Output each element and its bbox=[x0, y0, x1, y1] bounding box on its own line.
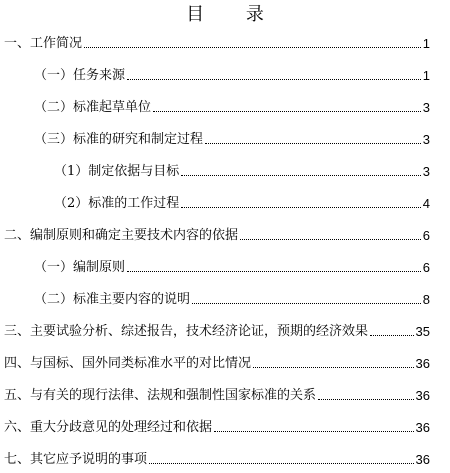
toc-page-number: 36 bbox=[415, 356, 430, 371]
toc-entry-text: （二）标准起草单位 bbox=[34, 100, 152, 115]
toc-entry-1[interactable] bbox=[4, 32, 430, 52]
toc-page-number: 6 bbox=[422, 228, 430, 243]
toc-entry-text: 二、编制原则和确定主要技术内容的依据 bbox=[4, 228, 239, 243]
toc-entry-4[interactable] bbox=[4, 352, 430, 372]
toc-page-number: 35 bbox=[415, 324, 430, 339]
toc-entry-5[interactable] bbox=[4, 384, 430, 404]
toc-entry-2-1[interactable] bbox=[34, 256, 430, 276]
toc-entry-2-2[interactable] bbox=[34, 288, 430, 308]
toc-page-number: 1 bbox=[422, 36, 430, 51]
dot-leader bbox=[127, 79, 421, 80]
toc-entry-text: 三、主要试验分析、综述报告，技术经济论证，预期的经济效果 bbox=[4, 324, 369, 339]
toc-entry-text: （三）标准的研究和制定过程 bbox=[34, 132, 204, 147]
toc-page-number: 3 bbox=[422, 132, 430, 147]
toc-entry-2[interactable] bbox=[4, 224, 430, 244]
toc-entry-text: （一）任务来源 bbox=[34, 68, 126, 83]
toc-entry-text: （2）标准的工作过程 bbox=[54, 196, 180, 211]
toc-entry-1-3-1[interactable] bbox=[54, 160, 430, 180]
dot-leader bbox=[318, 399, 414, 400]
toc-page-number: 1 bbox=[422, 68, 430, 83]
toc-entry-6[interactable] bbox=[4, 416, 430, 436]
toc-page-number: 3 bbox=[422, 100, 430, 115]
toc-entry-3[interactable] bbox=[4, 320, 430, 340]
toc-page-number: 4 bbox=[422, 196, 430, 211]
dot-leader bbox=[84, 47, 421, 48]
toc-entry-1-3[interactable] bbox=[34, 128, 430, 148]
toc-page-number: 36 bbox=[415, 388, 430, 403]
dot-leader bbox=[181, 207, 420, 208]
toc-entry-text: 四、与国标、国外同类标准水平的对比情况 bbox=[4, 356, 252, 371]
dot-leader bbox=[127, 271, 421, 272]
dot-leader bbox=[181, 175, 420, 176]
dot-leader bbox=[205, 143, 421, 144]
toc-entry-text: （一）编制原则 bbox=[34, 260, 126, 275]
toc-page-number: 8 bbox=[422, 292, 430, 307]
dot-leader bbox=[240, 239, 421, 240]
dot-leader bbox=[253, 367, 414, 368]
toc-entry-1-1[interactable] bbox=[34, 64, 430, 84]
toc-entry-text: 一、工作简况 bbox=[4, 36, 83, 51]
dot-leader bbox=[214, 431, 414, 432]
toc-entry-text: （1）制定依据与目标 bbox=[54, 164, 180, 179]
toc-entry-text: 五、与有关的现行法律、法规和强制性国家标准的关系 bbox=[4, 388, 317, 403]
page-title: 目 录 bbox=[186, 4, 282, 25]
toc-entry-1-3-2[interactable] bbox=[54, 192, 430, 212]
toc-entry-text: 六、重大分歧意见的处理经过和依据 bbox=[4, 420, 213, 435]
toc-page-number: 6 bbox=[422, 260, 430, 275]
toc-entry-7[interactable] bbox=[4, 448, 430, 468]
toc-page-number: 3 bbox=[422, 164, 430, 179]
dot-leader bbox=[153, 111, 421, 112]
toc-entry-text: （二）标准主要内容的说明 bbox=[34, 292, 191, 307]
dot-leader bbox=[192, 303, 421, 304]
toc-entry-text: 七、其它应予说明的事项 bbox=[4, 452, 148, 467]
toc-page-number: 36 bbox=[415, 452, 430, 467]
toc-entry-1-2[interactable] bbox=[34, 96, 430, 116]
toc-page-number: 36 bbox=[415, 420, 430, 435]
dot-leader bbox=[149, 463, 414, 464]
dot-leader bbox=[370, 335, 414, 336]
